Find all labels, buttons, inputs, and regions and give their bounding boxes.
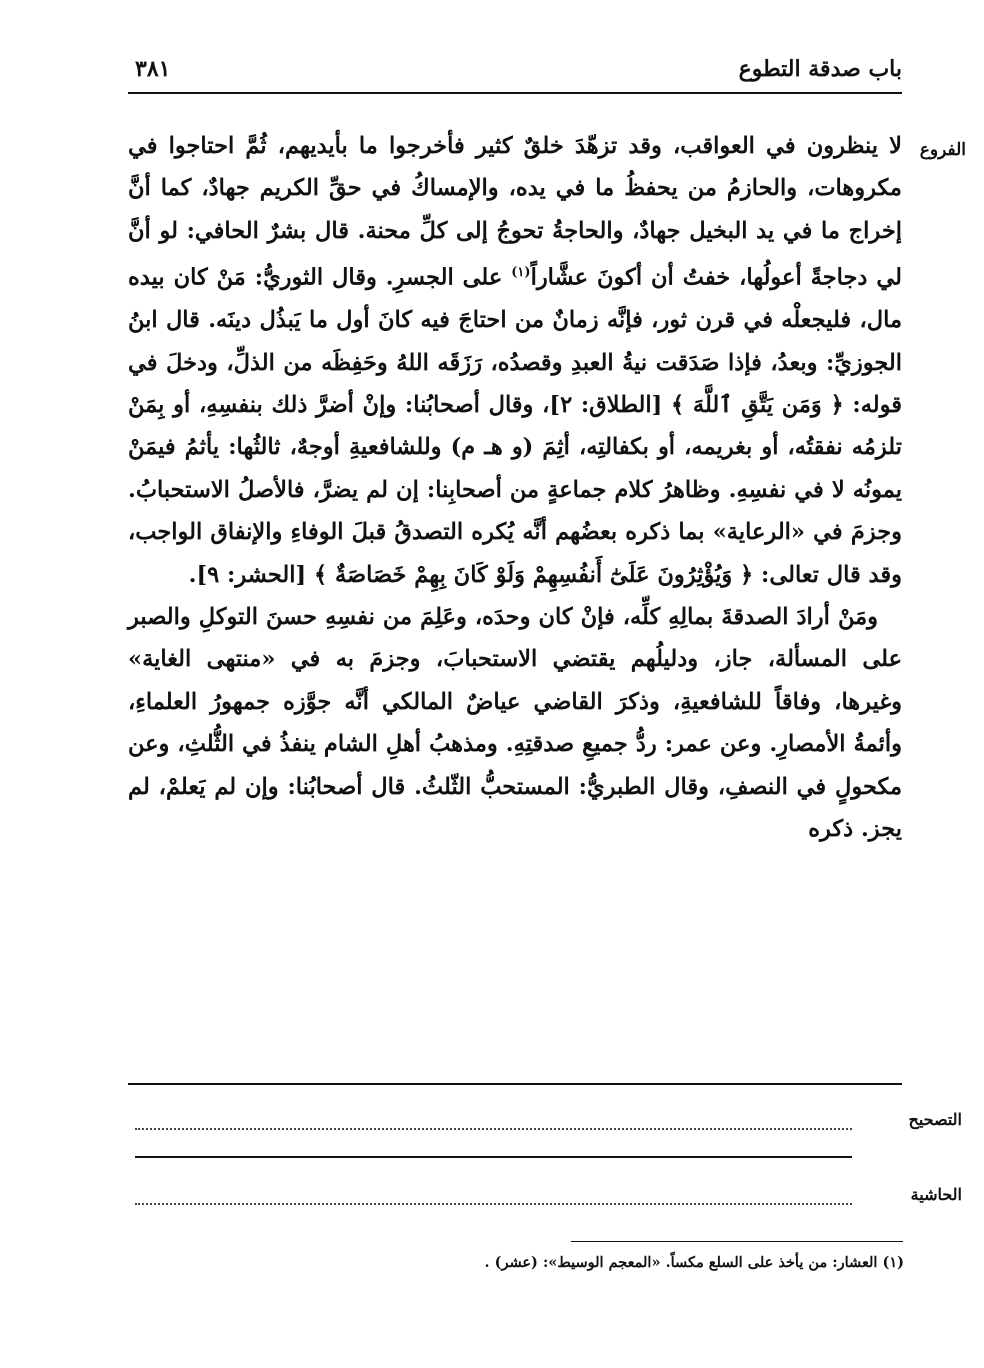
body-end-rule xyxy=(128,1083,902,1085)
paragraph-1 xyxy=(128,125,902,596)
correction-label: التصحيح xyxy=(908,1110,962,1129)
footnote-rule xyxy=(571,1241,903,1242)
running-header-title: باب صدقة التطوع xyxy=(738,56,902,82)
annotation-field xyxy=(135,1185,962,1215)
correction-dotted-line[interactable] xyxy=(135,1128,852,1130)
paragraph-1-part-b: على الجسرِ. وقال الثوريُّ: مَنْ كان بيده مال، فليجعلْه في قرن ثور، فإنَّه زمانٌ من احتاجَ فيه كانَ أول ما يَبذُل دينَه. قال ابنُ الجوزيِّ: وبعدُ، فإذا صَدَقت نيةُ العبدِ وقصدُه، رَزَقَه اللهُ وحَفِظَه من الذلِّ، ودخلَ في قوله: ﴿ وَمَن يَتَّقِ ٱللَّهَ ﴾ [الطلاق: ٢]، وقال أصحابُنا: وإنْ أضرَّ ذلك بنفسِهِ، أو بِمَنْ تلزمُه نفقتُه، أو بغريمه، أو بكفالتِه، أثِمَ (و هـ م) وللشافعيةِ أوجهٌ، ثالثُها: يأثمُ فيمَنْ يمونُه لا في نفسِهِ. وظاهرُ كلام جماعةٍ من أصحابِنا: إن لم يضرَّ، فالأصلُ الاستحبابُ. وجزمَ في «الرعاية» بما ذكره بعضُهم أنَّه يُكره التصدقُ قبلَ الوفاءِ والإنفاق الواجب، وقد قال تعالى: ﴿ وَيُؤْثِرُونَ عَلَىٰٓ أَنفُسِهِمْ وَلَوْ كَانَ بِهِمْ خَصَاصَةٌ ﴾ [الحشر: ٩]. xyxy=(128,264,902,588)
annotation-dotted-line[interactable] xyxy=(135,1203,852,1205)
side-label-book-name: الفروع xyxy=(919,140,966,160)
paragraph-2: ومَنْ أرادَ الصدقةَ بمالِهِ كلِّه، فإنْ كان وحدَه، وعَلِمَ من نفسِهِ حسنَ التوكلِ والصبر على المسألة، جاز، ودليلُهم يقتضي الاستحبابَ، وجزمَ به في «منتهى الغاية» وغيرها، وفاقاً للشافعيةِ، وذكرَ القاضي عياضٌ المالكي أنَّه جوَّزه جمهورُ العلماءِ، وأئمةُ الأمصارِ. وعن عمر: ردُّ جميعِ صدقتِهِ. ومذهبُ أهلِ الشام ينفذُ في الثُّلثِ، وعن مكحولٍ في النصفِ، وقال الطبريُّ: المستحبُّ الثّلثُ. قال أصحابُنا: وإن لم يَعلمْ، لم يجز. ذكره xyxy=(128,603,902,842)
footnote-marker[interactable]: (١) xyxy=(511,265,531,281)
main-text xyxy=(128,125,902,850)
correction-field xyxy=(135,1110,962,1140)
page-number: ٣٨١ xyxy=(135,56,171,82)
correction-rule xyxy=(135,1156,852,1158)
header-rule xyxy=(128,92,902,94)
paragraph-1-part-a: لا ينظرون في العواقب، وقد تزهّدَ خلقٌ كثير فأخرجوا ما بأيديهم، ثُمَّ احتاجوا في مكروهات، والحازمُ من يحفظُ ما في يده، والإمساكُ في حقِّ الكريم جهادٌ، كما أنَّ إخراج ما في يد البخيل جهادٌ، والحاجةُ تحوجُ إلى كلِّ محنة. قال بشرٌ الحافي: لو أنَّ لي دجاجةً أعولُها، خفتُ أن أكونَ عشَّاراً xyxy=(128,133,902,291)
footnote-text: (١) العشار: من يأخذ على السلع مكساً. «المعجم الوسيط»: (عشر) . xyxy=(484,1254,904,1271)
annotation-label: الحاشية xyxy=(910,1185,962,1204)
